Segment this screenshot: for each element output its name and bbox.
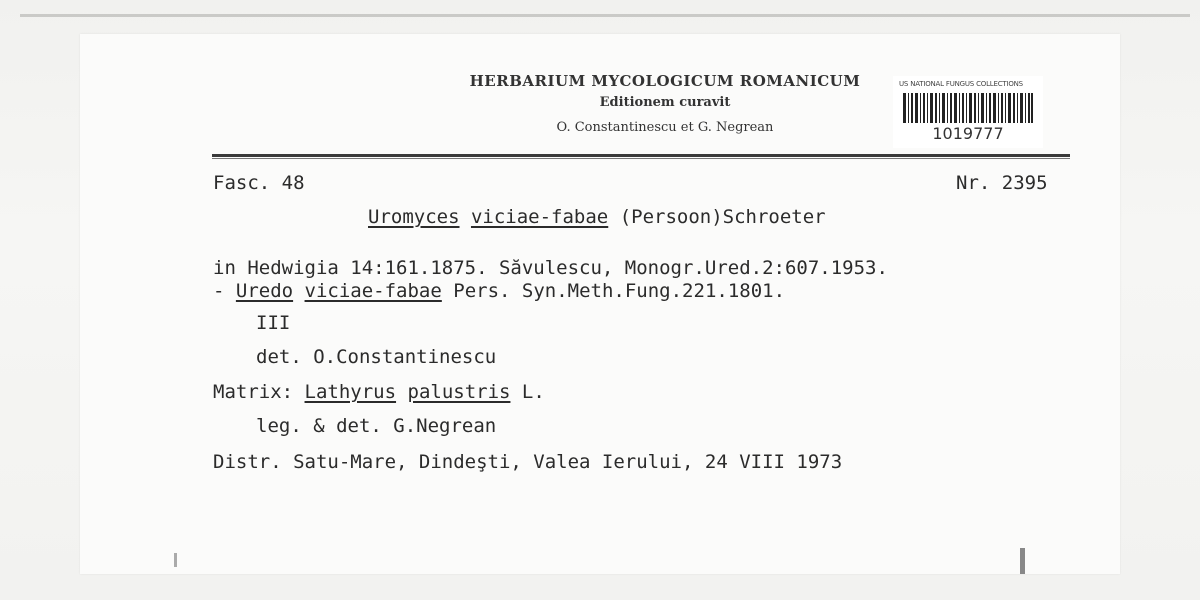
species-name <box>368 206 826 228</box>
sheet-mark <box>174 553 177 567</box>
species-epithet: viciae-fabae <box>470 206 609 228</box>
label-header <box>430 72 900 135</box>
matrix-prefix: Matrix: <box>213 381 294 403</box>
exsiccata-number: Nr. 2395 <box>956 172 1048 194</box>
spore-stage: III <box>256 312 291 334</box>
header-divider-thin <box>212 158 1070 159</box>
synonym-genus: Uredo <box>235 280 294 302</box>
host-genus: Lathyrus <box>304 381 397 403</box>
sheet-mark <box>1020 548 1025 574</box>
barcode-icon <box>903 93 1033 123</box>
header-divider <box>212 154 1070 157</box>
barcode-collection: US NATIONAL FUNGUS COLLECTIONS <box>899 80 1023 88</box>
sheet-edge <box>20 14 1190 17</box>
synonym-reference: Pers. Syn.Meth.Fung.221.1801. <box>453 280 786 302</box>
locality-line: Distr. Satu-Mare, Dindeşti, Valea Ierului, 24 VIII 1973 <box>213 451 843 473</box>
determiner: det. O.Constantinescu <box>256 346 497 368</box>
matrix-line <box>213 381 545 403</box>
barcode-number: 1019777 <box>932 124 1004 143</box>
header-editors: O. Constantinescu et G. Negrean <box>556 120 774 135</box>
citation-line: in Hedwigia 14:161.1875. Săvulescu, Monogr.Ured.2:607.1953. <box>213 257 888 279</box>
host-epithet: palustris <box>407 381 511 403</box>
fascicle-number: Fasc. 48 <box>213 172 305 194</box>
species-genus: Uromyces <box>368 206 460 228</box>
synonym-line <box>213 280 785 302</box>
host-author: L. <box>521 381 545 403</box>
header-title: HERBARIUM MYCOLOGICUM ROMANICUM <box>469 72 861 90</box>
species-author: (Persoon)Schroeter <box>619 206 826 228</box>
header-subtitle: Editionem curavit <box>599 95 731 110</box>
barcode-sticker <box>893 76 1043 148</box>
collector-line: leg. & det. G.Negrean <box>256 415 497 437</box>
synonym-prefix: - <box>213 280 236 302</box>
synonym-epithet: viciae-fabae <box>304 280 442 302</box>
